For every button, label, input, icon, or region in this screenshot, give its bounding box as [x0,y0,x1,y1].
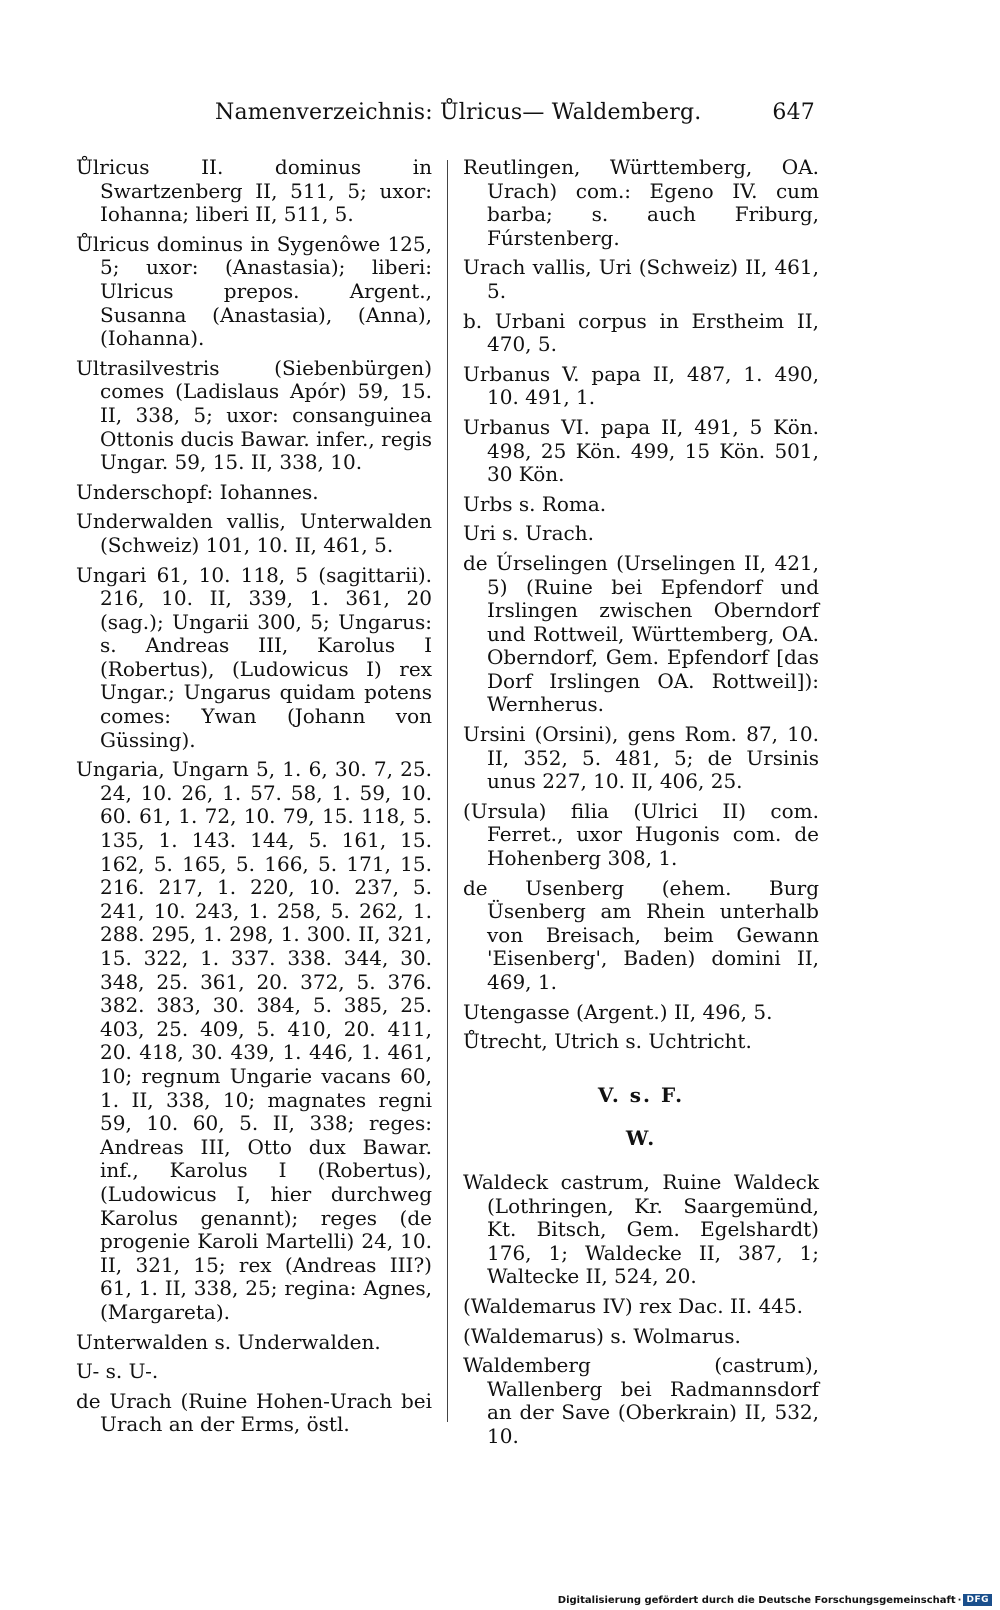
index-entry: Underschopf: Iohannes. [76,479,319,504]
index-entry: de Urach (Ruine Hohen-Urach bei Urach an der Erms, östl. [76,1388,432,1437]
index-entry: Waldeck castrum, Ruine Waldeck (Lothringen, Kr. Saargemünd, Kt. Bitsch, Gem. Egelshardt) 176, 1; Waldecke II, 387, 1; Waltecke II, 524, 20. [463,1169,819,1289]
index-entry: de Úrselingen (Urselingen II, 421, 5) (Ruine bei Epfendorf und Irslingen zwischen Oberndorf und Rottweil, Württemberg, OA. Oberndorf, Gem. Epfendorf [das Dorf Irslingen OA. Rottweil]): Wernherus. [463,550,819,717]
index-entry: Urbs s. Roma. [463,491,607,516]
index-entry: Uri s. Urach. [463,521,594,546]
digitization-footer [558,1594,992,1606]
index-entry: Ultrasilvestris (Siebenbürgen) comes (Ladislaus Apór) 59, 15. II, 338, 5; uxor: consanguinea Ottonis ducis Bawar. infer., regis Ungar. 59, 15. II, 338, 10. [76,355,432,475]
running-title: Namenverzeichnis: Ůlricus— Waldemberg. [215,100,702,125]
index-entry: (Waldemarus IV) rex Dac. II. 445. [463,1293,803,1318]
index-entry: Ursini (Orsini), gens Rom. 87, 10. II, 352, 5. 481, 5; de Ursinis unus 227, 10. II, 406, 25. [463,722,819,794]
index-entry: Underwalden vallis, Unterwalden (Schweiz) 101, 10. II, 461, 5. [76,509,432,557]
right-column [463,156,819,1455]
index-entry: Unterwalden s. Underwalden. [76,1329,381,1354]
index-entry: Ůlricus dominus in Sygenôwe 125, 5; uxor: (Anastasia); liberi: Ulricus prepos. Argent., Susanna (Anastasia), (Anna), (Iohanna). [76,231,432,351]
index-entry: Ůtrecht, Utrich s. Uchtricht. [463,1029,752,1054]
index-entry: (Ursula) filia (Ulrici II) com. Ferret., uxor Hugonis com. de Hohenberg 308, 1. [463,798,819,871]
index-entry: Urach vallis, Uri (Schweiz) II, 461, 5. [463,255,819,303]
index-entry: Urbanus VI. papa II, 491, 5 Kön. 498, 25 Kön. 499, 15 Kön. 501, 30 Kön. [463,414,819,487]
footer-separator: · [957,1594,962,1606]
column-divider [447,160,448,1422]
index-entry: de Usenberg (ehem. Burg Üsenberg am Rhein unterhalb von Breisach, beim Gewann 'Eisenberg', Baden) domini II, 469, 1. [463,875,819,994]
index-entry: Utengasse (Argent.) II, 496, 5. [463,999,773,1024]
index-entry: Ungaria, Ungarn 5, 1. 6, 30. 7, 25. 24, 10. 26, 1. 57. 58, 1. 59, 10. 60. 61, 1. 72, 10. 79, 15. 118, 5. 135, 1. 143. 144, 5. 161, 15. 162, 5. 165, 5. 166, 5. 171, 15. 216. 217, 1. 220, 10. 237, 5. 241, 10. 243, 1. 258, 5. 262, 1. 288. 295, 1. 298, 1. 300. II, 321, 15. 322, 1. 337. 338. 344, 30. 348, 25. 361, 20. 372, 5. 376. 382. 383, 30. 384, 5. 385, 25. 403, 25. 409, 5. 410, 20. 411, 20. 418, 30. 439, 1. 446, 1. 461, 10; regnum Ungarie vacans 60, 1. II, 338, 10; magnates regni 59, 10. 60, 5. II, 338; reges: Andreas III, Otto dux Bawar. inf., Karolus I (Robertus), (Ludowicus I, hier durchweg Karolus genannt); reges (de progenie Karoli Martelli) 24, 10. II, 321, 15; rex (Andreas III?) 61, 1. II, 338, 25; regina: Agnes, (Margareta). [76,757,432,1324]
index-entry: Urbanus V. papa II, 487, 1. 490, 10. 491, 1. [463,361,819,410]
section-heading-v: V. s. F. [597,1082,685,1107]
dfg-logo: DFG [963,1594,992,1606]
left-column [76,156,432,1443]
footer-text: Digitalisierung gefördert durch die Deutsche Forschungsgemeinschaft [557,1594,956,1606]
index-entry: Ungari 61, 10. 118, 5 (sagittarii). 216, 10. II, 339, 1. 361, 20 (sag.); Ungarii 300, 5; Ungarus: s. Andreas III, Karolus I (Robertus), (Ludowicus I) rex Ungar.; Ungarus quidam potens comes: Ywan (Johann von Güssing). [76,562,432,752]
index-entry: Ůlricus II. dominus in Swartzenberg II, 511, 5; uxor: Iohanna; liberi II, 511, 5. [76,155,432,227]
index-entry: (Waldemarus) s. Wolmarus. [463,1323,741,1348]
index-entry: Waldemberg (castrum), Wallenberg bei Radmannsdorf an der Save (Oberkrain) II, 532, 10. [463,1353,819,1448]
section-heading-w: W. [625,1126,657,1151]
index-entry: b. Urbani corpus in Erstheim II, 470, 5. [463,308,819,357]
index-entry: U- s. U-. [76,1359,159,1384]
index-entry: Reutlingen, Württemberg, OA. Urach) com.: Egeno IV. cum barba; s. auch Friburg, Fúrstenberg. [463,155,819,250]
page-number: 647 [772,100,815,125]
